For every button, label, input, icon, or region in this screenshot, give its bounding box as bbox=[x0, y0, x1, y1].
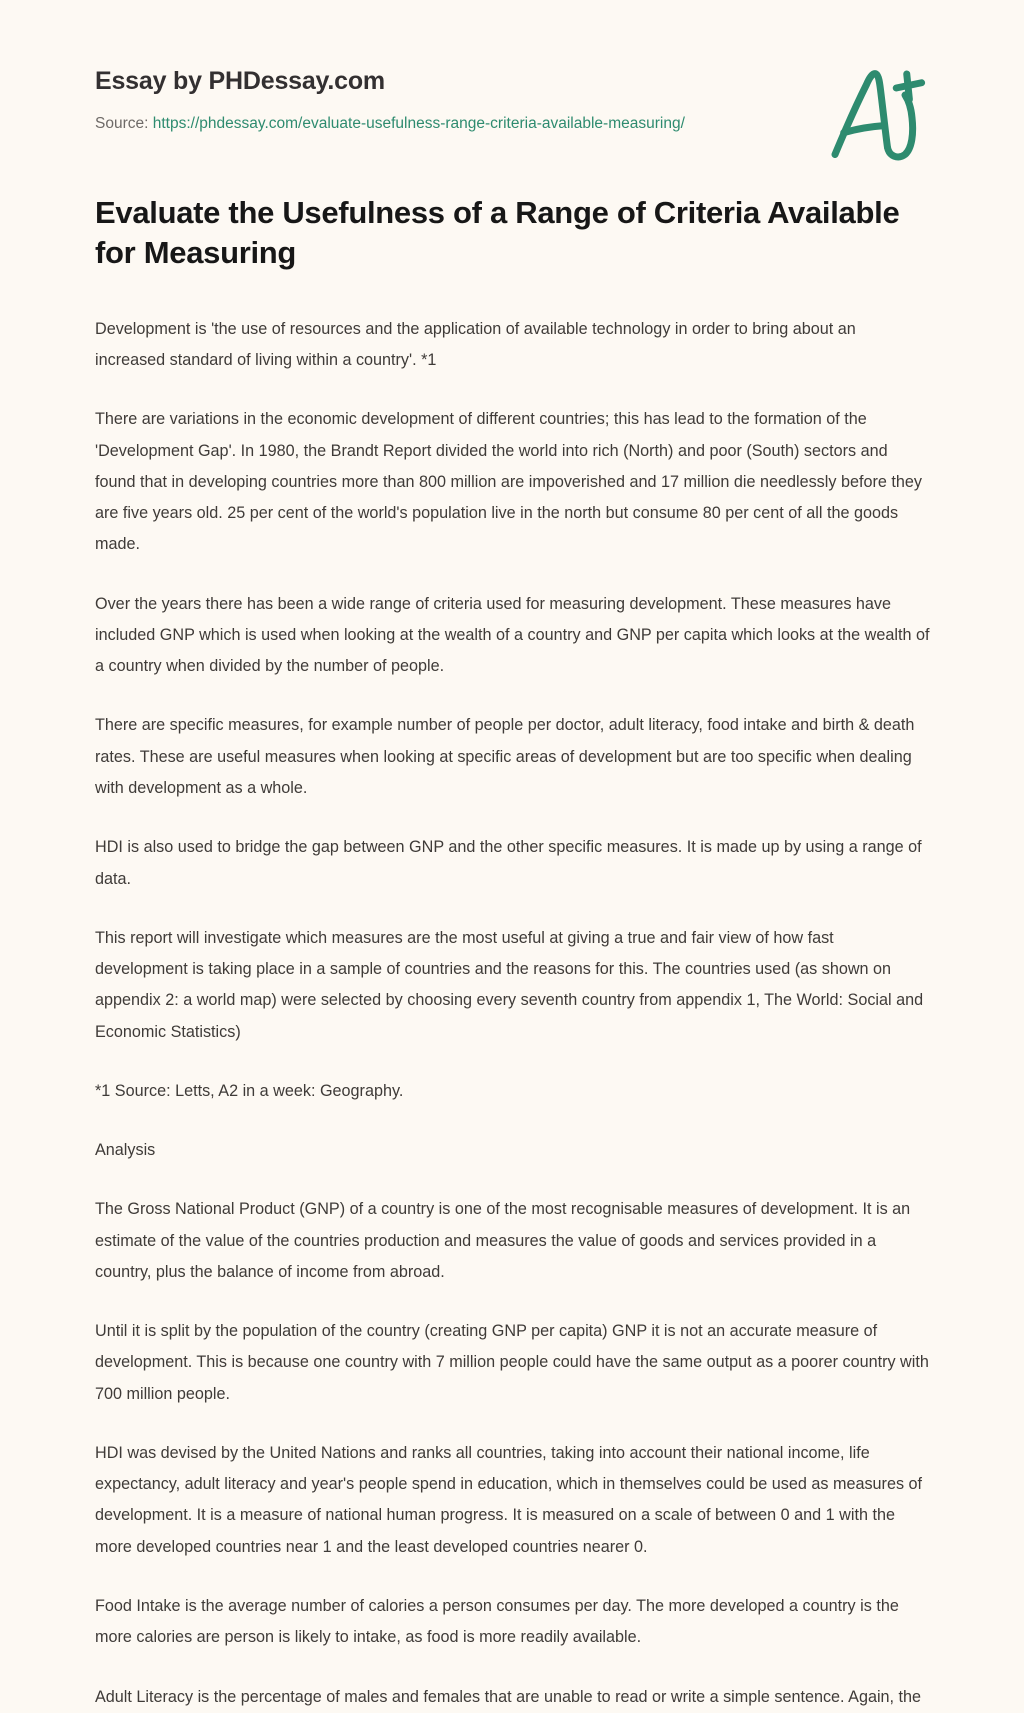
page-title: Evaluate the Usefulness of a Range of Criteria Available for Measuring bbox=[95, 195, 900, 271]
paragraph: There are variations in the economic development of different countries; this has lead to the formation of the 'Development Gap'. In 1980, the Brandt Report divided the world into rich (North) and poor (South) sectors and found that in developing countries more than 800 million are impoverished and 17 million die needlessly before they are five years old. 25 per cent of the world's population live in the north but consume 80 per cent of all the goods made. bbox=[95, 410, 922, 554]
section-heading-analysis: Analysis bbox=[95, 1141, 156, 1160]
paragraph: Until it is split by the population of the country (creating GNP per capita) GNP it is not an accurate measure of development. This is because one country with 7 million people could have the same output as a poorer country with 700 million people. bbox=[95, 1322, 929, 1403]
paragraph: The Gross National Product (GNP) of a country is one of the most recognisable measures of development. It is an estimate of the value of the countries production and measures the value of goods and services provided in a country, plus the balance of income from abroad. bbox=[95, 1200, 911, 1281]
paragraph: Development is 'the use of resources and the application of available technology in order to bring about an increased standard of living within a country'. *1 bbox=[95, 319, 856, 370]
source-label: Source: bbox=[95, 114, 149, 132]
footnote-source: *1 Source: Letts, A2 in a week: Geography. bbox=[95, 1081, 404, 1100]
paragraph: Food Intake is the average number of calories a person consumes per day. The more developed a country is the more calories are person is likely to intake, as food is more readily available. bbox=[95, 1597, 899, 1647]
paragraph: Over the years there has been a wide range of criteria used for measuring development. These measures have included GNP which is used when looking at the wealth of a country and GNP per capita which looks at the wealth of a country when divided by the number of people. bbox=[95, 594, 930, 676]
paragraph: Adult Literacy is the percentage of males and females that are unable to read or write a simple sentence. Again, the bbox=[95, 1687, 922, 1706]
a-plus-logo-icon bbox=[821, 60, 926, 165]
source-line bbox=[95, 113, 934, 135]
paragraph: HDI is also used to bridge the gap between GNP and the other specific measures. It is made up by using a range of data. bbox=[95, 838, 922, 888]
paragraph: This report will investigate which measures are the most useful at giving a true and fair view of how fast development is taking place in a sample of countries and the reasons for this. The countries used (as shown on appendix 2: a world map) were selected by choosing every seventh country from appendix 1, The World: Social and Economic Statistics) bbox=[95, 928, 924, 1041]
article-body bbox=[0, 274, 1024, 1713]
source-url-link[interactable]: https://phdessay.com/evaluate-usefulness-range-criteria-available-measuring/ bbox=[152, 114, 685, 132]
site-brand: Essay by PHDessay.com bbox=[95, 67, 385, 95]
paragraph: There are specific measures, for example number of people per doctor, adult literacy, food intake and birth & death rates. These are useful measures when looking at specific areas of development but are too specific when dealing with development as a whole. bbox=[95, 716, 915, 797]
paragraph: HDI was devised by the United Nations and ranks all countries, taking into account their national income, life expectancy, adult literacy and year's people spend in education, which in themselves could be used as measures of development. It is a measure of national human progress. It is measured on a scale of between 0 and 1 with the more developed countries near 1 and the least developed countries nearer 0. bbox=[95, 1443, 923, 1556]
